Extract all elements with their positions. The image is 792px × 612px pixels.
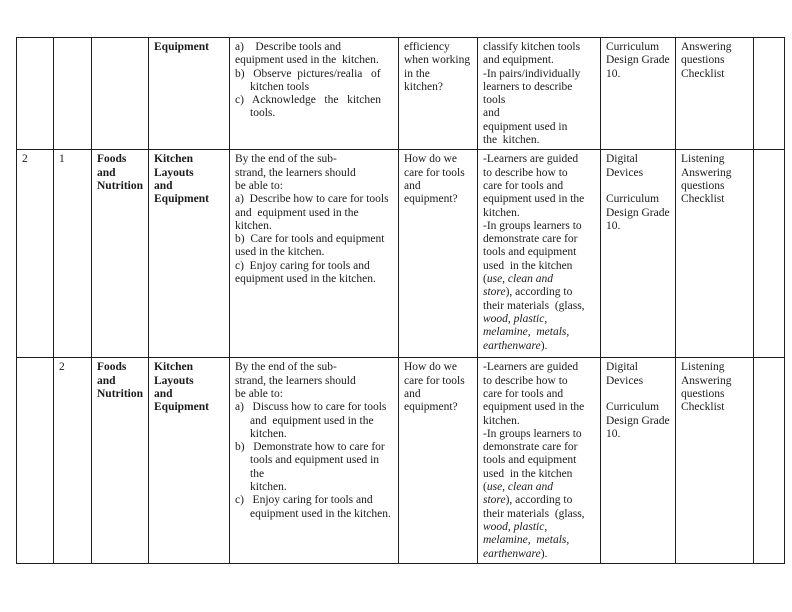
text-line: Checklist — [681, 193, 725, 206]
text-line: and equipment? — [404, 387, 458, 414]
text-line: efficiency — [404, 41, 450, 53]
text-line: Checklist — [681, 67, 725, 80]
text-line: Curriculum — [606, 41, 660, 53]
text-line: Equipment — [154, 401, 209, 414]
cell-experiences — [478, 150, 601, 358]
italic-text: wood, plastic, — [483, 520, 548, 533]
text-line: Answering — [681, 166, 732, 179]
text-line: and — [97, 166, 116, 179]
text-line: and — [154, 179, 173, 192]
text-line: a) Describe how to care for tools — [235, 193, 389, 206]
cell-outcomes — [230, 358, 399, 563]
cell-remarks — [754, 38, 785, 150]
text-line: Curriculum — [606, 193, 660, 206]
text-line: learners to describe tools — [483, 80, 576, 107]
cell-assessment — [676, 150, 754, 358]
plain-text: ). — [540, 339, 548, 352]
text-line: and equipment. — [483, 54, 554, 67]
text-line: a) Describe tools and — [235, 41, 342, 53]
text-line: kitchen. — [250, 481, 287, 494]
text-line — [483, 313, 597, 326]
text-line: tools and equipment — [483, 454, 577, 467]
text-line: their materials (glass, — [483, 507, 585, 520]
text-line: Design Grade — [606, 206, 670, 219]
text-line: 2 — [59, 361, 65, 374]
text-line: Checklist — [681, 401, 725, 414]
cell-assessment — [676, 358, 754, 563]
text-line: Devices — [606, 166, 644, 179]
plain-text: ), according to — [505, 494, 573, 507]
cell-remarks — [754, 358, 785, 563]
text-line: a) Discuss how to care for tools — [235, 401, 387, 414]
text-line: and — [97, 374, 116, 387]
text-line: equipment used in the kitchen. — [235, 54, 379, 67]
cell-inquiry — [399, 38, 478, 150]
text-line: and — [483, 107, 500, 120]
text-line — [483, 548, 597, 561]
table-body — [17, 38, 785, 564]
text-line: c) Enjoy caring for tools and — [235, 259, 370, 272]
cell-substrand — [149, 358, 230, 563]
text-line: Curriculum — [606, 401, 660, 414]
text-line: Design Grade — [606, 54, 670, 67]
text-line: care for tools and — [483, 179, 564, 192]
text-line: questions — [681, 54, 725, 67]
text-line: 2 — [22, 153, 28, 166]
text-line: c) Acknowledge the kitchen — [235, 94, 381, 107]
text-line: kitchen. — [250, 427, 287, 440]
text-line: Nutrition — [97, 387, 143, 400]
text-line: demonstrate care for — [483, 233, 578, 246]
table-row — [17, 150, 785, 358]
text-line: Equipment — [154, 193, 209, 206]
text-line: Kitchen — [154, 361, 193, 374]
text-line: tools. — [250, 107, 276, 120]
text-line — [483, 273, 597, 286]
text-line: Digital — [606, 361, 638, 374]
plain-text: ). — [540, 547, 548, 560]
table-row — [17, 358, 785, 563]
text-line: strand, the learners should — [235, 374, 356, 387]
text-line: Digital — [606, 153, 638, 166]
italic-text: use, clean and — [486, 273, 553, 286]
text-line: equipment used in the kitchen. — [250, 507, 391, 520]
text-line — [483, 494, 597, 507]
text-line: kitchen tools — [250, 80, 310, 93]
cell-strand — [92, 358, 149, 563]
text-line: and equipment used in the kitchen. — [235, 206, 365, 232]
cell-lesson — [54, 38, 92, 150]
text-line: Layouts — [154, 166, 194, 179]
text-line: used in the kitchen — [483, 259, 573, 272]
text-line: kitchen. — [483, 414, 520, 427]
text-line: 10. — [606, 67, 621, 80]
text-line: tools and equipment — [483, 246, 577, 259]
text-line: their materials (glass, — [483, 299, 585, 312]
text-line: How do we — [404, 361, 458, 374]
text-line: How do we — [404, 153, 458, 166]
text-line: -Learners are guided — [483, 153, 579, 166]
text-line: By the end of the sub- — [235, 361, 337, 374]
text-line — [483, 286, 597, 299]
text-line: kitchen? — [404, 80, 443, 93]
cell-resources — [601, 150, 676, 358]
text-line: Nutrition — [97, 179, 143, 192]
text-line: care for tools — [404, 374, 465, 387]
italic-text: store — [483, 286, 506, 299]
text-line: Kitchen — [154, 153, 193, 166]
cell-week — [17, 150, 54, 358]
text-line: care for tools and — [483, 387, 564, 400]
italic-text: melamine, metals, — [483, 534, 570, 547]
italic-text: store — [483, 494, 506, 507]
plain-text: ), according to — [505, 286, 573, 299]
text-line: 10. — [606, 427, 621, 440]
text-line: Foods — [97, 153, 127, 166]
text-line: be able to: — [235, 179, 283, 192]
text-line — [483, 521, 597, 534]
text-line: equipment used in the kitchen. — [235, 273, 376, 286]
cell-resources — [601, 358, 676, 563]
cell-outcomes — [230, 38, 399, 150]
text-line: Listening — [681, 153, 725, 166]
text-line: questions — [681, 179, 725, 192]
text-line: classify kitchen tools — [483, 41, 581, 53]
text-line — [483, 326, 597, 339]
cell-resources — [601, 38, 676, 150]
text-line: Listening — [681, 361, 725, 374]
text-line: used in the kitchen. — [235, 246, 325, 259]
text-line: used in the kitchen — [483, 467, 573, 480]
text-line: -In pairs/individually — [483, 67, 581, 80]
cell-outcomes — [230, 150, 399, 358]
cell-experiences — [478, 38, 601, 150]
text-line: b) Demonstrate how to care for — [235, 441, 385, 454]
text-line: equipment used in the — [483, 401, 585, 414]
text-line: and equipment? — [404, 179, 458, 206]
table-row — [17, 38, 785, 150]
text-line: 1 — [59, 153, 65, 166]
text-line: in the — [404, 67, 430, 80]
text-line: Layouts — [154, 374, 194, 387]
cell-experiences — [478, 358, 601, 563]
scheme-of-work-table — [16, 37, 785, 564]
text-line: b) Observe pictures/realia of — [235, 67, 381, 80]
text-line: be able to: — [235, 387, 283, 400]
text-line: strand, the learners should — [235, 166, 356, 179]
italic-text: melamine, metals, — [483, 326, 570, 339]
text-line: -Learners are guided — [483, 361, 579, 374]
cell-inquiry — [399, 150, 478, 358]
text-line: to describe how to — [483, 166, 568, 179]
cell-substrand — [149, 38, 230, 150]
cell-week — [17, 358, 54, 563]
text-line — [483, 534, 597, 547]
text-line — [483, 340, 597, 353]
cell-substrand — [149, 150, 230, 358]
text-line: the kitchen. — [483, 134, 540, 147]
text-line: questions — [681, 387, 725, 400]
text-line: By the end of the sub- — [235, 153, 337, 166]
text-line: demonstrate care for — [483, 441, 578, 454]
text-line: b) Care for tools and equipment — [235, 233, 385, 246]
text-line — [606, 388, 672, 401]
italic-text: wood, plastic, — [483, 312, 548, 325]
text-line: tools and equipment used in the — [250, 454, 382, 480]
cell-strand — [92, 38, 149, 150]
cell-week — [17, 38, 54, 150]
cell-lesson — [54, 150, 92, 358]
italic-text: earthenware — [483, 339, 541, 352]
text-line: and — [154, 387, 173, 400]
italic-text: earthenware — [483, 547, 541, 560]
text-line: -In groups learners to — [483, 427, 582, 440]
text-line — [606, 180, 672, 193]
cell-remarks — [754, 150, 785, 358]
text-line: Devices — [606, 374, 644, 387]
cell-assessment — [676, 38, 754, 150]
text-line: Foods — [97, 361, 127, 374]
plain-text: ( — [483, 273, 487, 286]
text-line — [483, 481, 597, 494]
text-line: to describe how to — [483, 374, 568, 387]
italic-text: use, clean and — [486, 481, 553, 494]
cell-inquiry — [399, 358, 478, 563]
text-line: kitchen. — [483, 206, 520, 219]
cell-strand — [92, 150, 149, 358]
text-line: care for tools — [404, 166, 465, 179]
text-line: equipment used in the — [483, 193, 585, 206]
text-line: when working — [404, 54, 471, 67]
cell-lesson — [54, 358, 92, 563]
text-line: equipment used in — [483, 120, 568, 133]
plain-text: ( — [483, 481, 487, 494]
text-line: Design Grade — [606, 414, 670, 427]
text-line: Answering — [681, 374, 732, 387]
text-line: and equipment used in the — [250, 414, 374, 427]
text-line: Equipment — [154, 41, 209, 53]
text-line: 10. — [606, 219, 621, 232]
text-line: c) Enjoy caring for tools and — [235, 494, 373, 507]
text-line: -In groups learners to — [483, 219, 582, 232]
text-line: Answering — [681, 41, 732, 53]
